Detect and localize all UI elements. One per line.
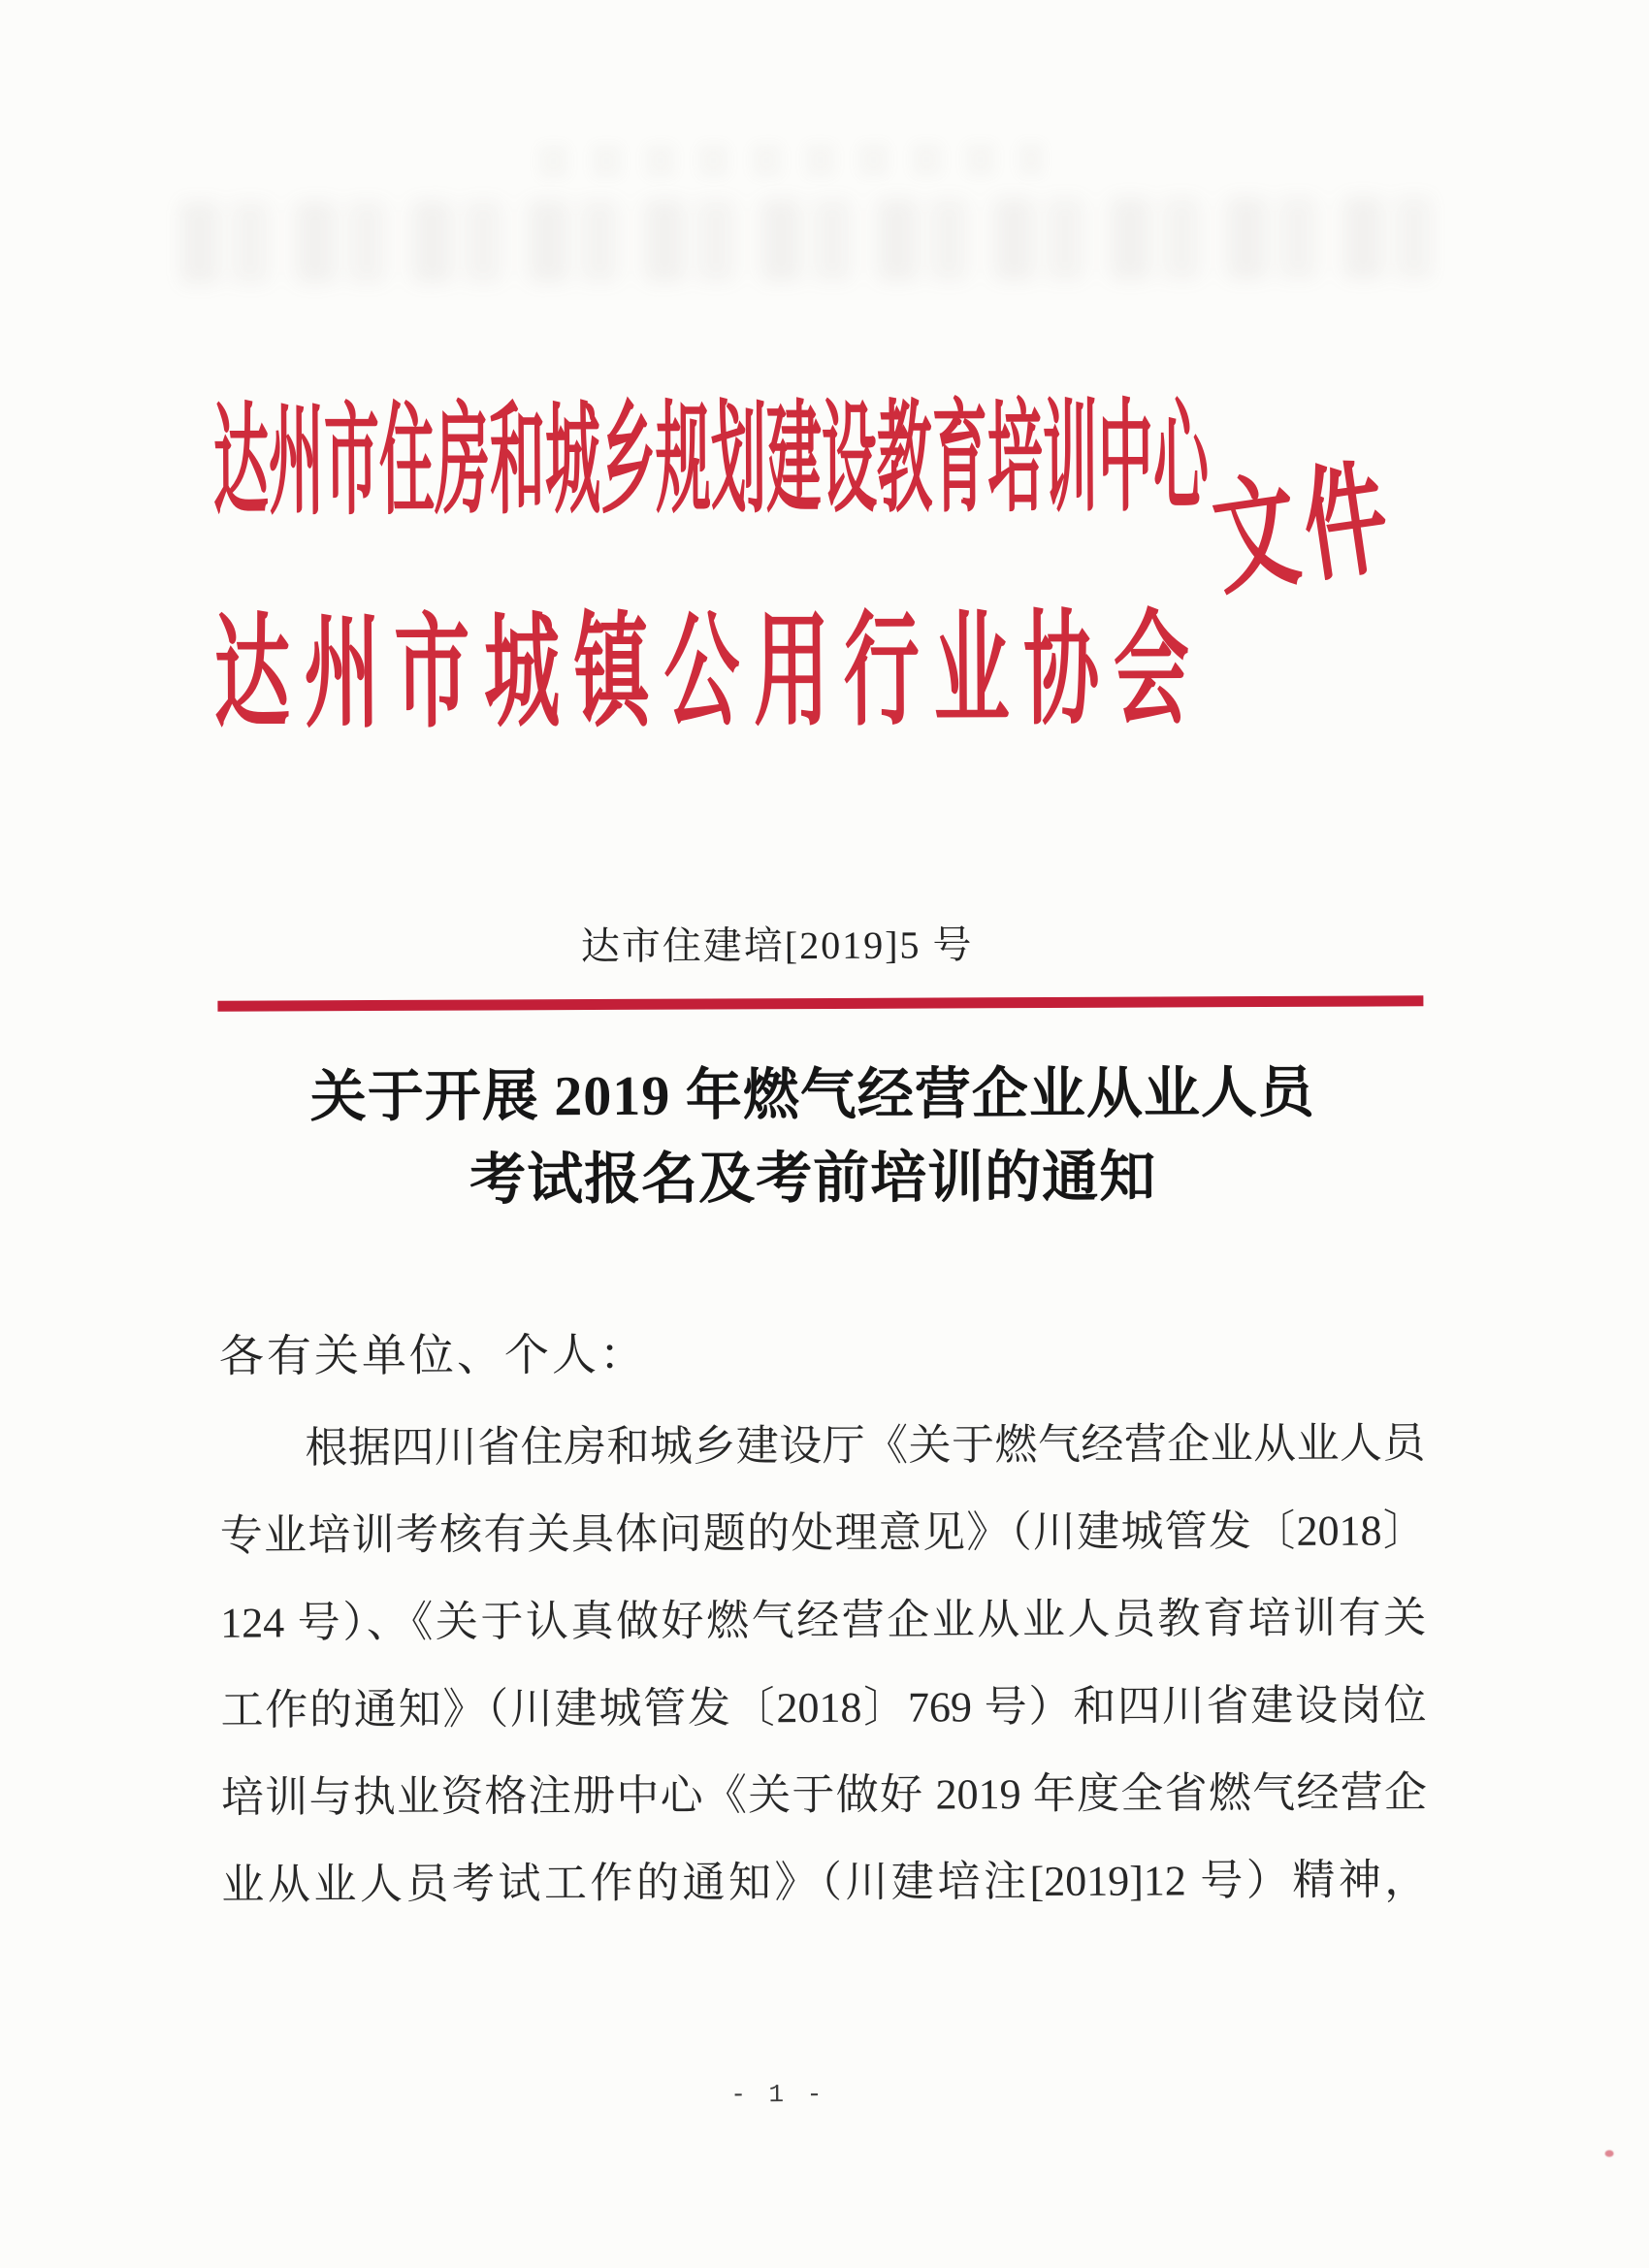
body-line: 培训与执业资格注册中心《关于做好 2019 年度全省燃气经营企	[220, 1768, 1428, 1822]
salutation: 各有关单位、个人：	[218, 1329, 648, 1381]
doc-type-label: 文件	[1206, 449, 1405, 611]
page-number: - 1 -	[730, 2080, 826, 2110]
scan-speck	[1605, 2150, 1614, 2156]
bleed-through-ghost	[180, 196, 1432, 284]
notice-title-line2: 考试报名及考前培训的通知	[469, 1145, 1157, 1212]
scan-smudge	[539, 143, 1044, 178]
doc-number: 达市住建培[2019]5 号	[580, 923, 974, 969]
body-line: 业从业人员考试工作的通知》（川建培注[2019]12 号）精神，	[221, 1856, 1428, 1909]
body-line: 专业培训考核有关具体问题的处理意见》（川建城管发〔2018〕	[219, 1507, 1426, 1560]
red-separator-rule	[217, 995, 1423, 1011]
notice-title-line1: 关于开展 2019 年燃气经营企业从业人员	[309, 1060, 1315, 1129]
body-line: 工作的通知》（川建城管发〔2018〕769 号）和四川省建设岗位	[220, 1681, 1427, 1734]
letterhead-org-line2: 达州市城镇公用行业协会	[213, 600, 1190, 744]
letterhead-org-line1: 达州市住房和城乡规划建设教育培训中心	[212, 392, 1210, 532]
body-line: 124 号）、《关于认真做好燃气经营企业从业人员教育培训有关	[220, 1594, 1427, 1647]
body-line: 根据四川省住房和城乡建设厅《关于燃气经营企业从业人员	[305, 1419, 1426, 1473]
